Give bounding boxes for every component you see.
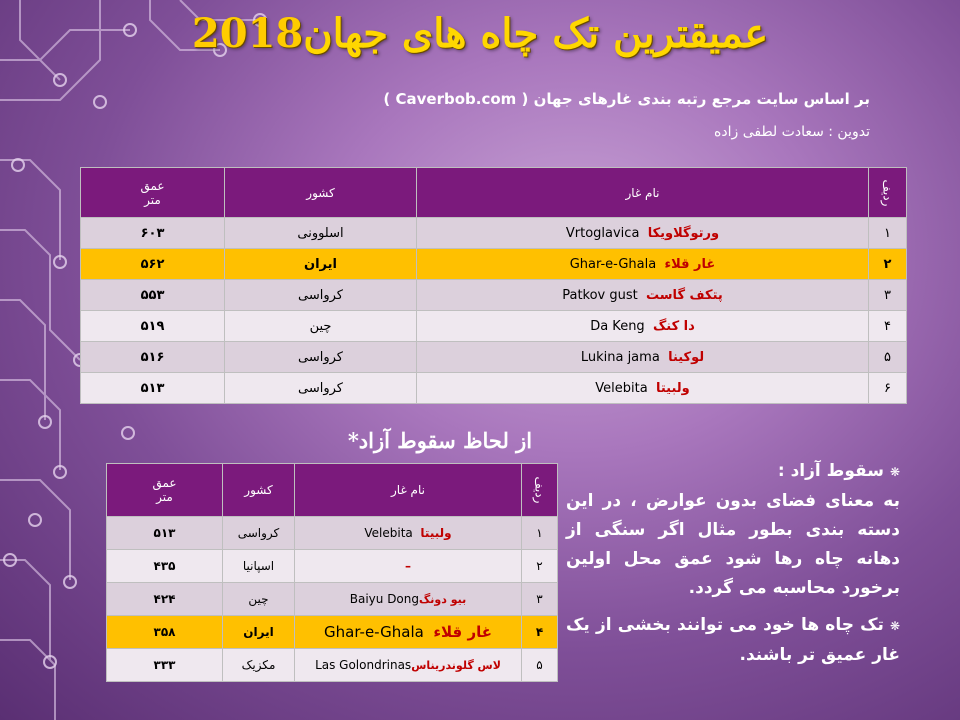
name-cell: ورتوگلاویکا Vrtoglavica [417, 218, 869, 249]
depth-cell: ۴۳۵ [107, 550, 223, 583]
freefall-section-title: از لحاظ سقوط آزاد* [347, 428, 533, 453]
depth-cell: ۵۱۳ [107, 517, 223, 550]
depth-cell: ۳۵۸ [107, 616, 223, 649]
header-rank: ردیف [869, 168, 907, 218]
name-cell: غار قلاء Ghar-e-Ghala [295, 616, 522, 649]
note-heading: سقوط آزاد : [777, 461, 884, 481]
depth-cell: ۵۵۳ [81, 280, 225, 311]
depth-cell: ۵۱۹ [81, 311, 225, 342]
name-cell: غار قلاء Ghar-e-Ghala [417, 249, 869, 280]
rank-cell: ۳ [522, 583, 558, 616]
rank-cell: ۱ [522, 517, 558, 550]
table-row [81, 218, 907, 249]
name-cell: دا کنگ Da Keng [417, 311, 869, 342]
table-row [81, 311, 907, 342]
country-cell: کرواسی [225, 373, 417, 404]
star-icon: ❋ [889, 619, 900, 633]
freefall-table [106, 463, 558, 682]
table-row-highlighted [107, 616, 558, 649]
depth-cell: ۵۱۶ [81, 342, 225, 373]
table-row [81, 342, 907, 373]
table-row-highlighted [81, 249, 907, 280]
name-cell: لاس گلوندریناسLas Golondrinas [295, 649, 522, 682]
name-cell: بیو دونگBaiyu Dong [295, 583, 522, 616]
country-cell: ایران [223, 616, 295, 649]
depth-cell: ۳۳۳ [107, 649, 223, 682]
country-cell: چین [223, 583, 295, 616]
rank-cell: ۶ [869, 373, 907, 404]
table-row [107, 550, 558, 583]
country-cell: اسپانیا [223, 550, 295, 583]
header-name: نام غار [417, 168, 869, 218]
depth-cell: ۴۲۴ [107, 583, 223, 616]
header-depth: عمق متر [81, 168, 225, 218]
note-second-text: تک چاه ها خود می توانند بخشی از یک غار عمیق تر باشند. [566, 615, 900, 665]
name-cell: ولبیتا Velebita [295, 517, 522, 550]
rank-cell: ۴ [869, 311, 907, 342]
header-country: کشور [223, 464, 295, 517]
rank-cell: ۳ [869, 280, 907, 311]
freefall-note [566, 457, 900, 678]
rank-cell: ۲ [522, 550, 558, 583]
depth-cell: ۵۱۳ [81, 373, 225, 404]
table-row [107, 583, 558, 616]
header-depth: عمق متر [107, 464, 223, 517]
depth-cell: ۵۶۲ [81, 249, 225, 280]
name-cell: لوکینا Lukina jama [417, 342, 869, 373]
author-credit: تدوین : سعادت لطفی زاده [714, 124, 870, 140]
rank-cell: ۵ [869, 342, 907, 373]
title-text: عمیقترین تک چاه های جهان [303, 10, 769, 57]
note-definition [566, 457, 900, 603]
title-year: 2018 [191, 10, 304, 57]
rank-cell: ۴ [522, 616, 558, 649]
header-rank: ردیف [522, 464, 558, 517]
country-cell: کرواسی [225, 342, 417, 373]
name-cell: ولبیتا Velebita [417, 373, 869, 404]
depth-cell: ۶۰۳ [81, 218, 225, 249]
country-cell: کرواسی [225, 280, 417, 311]
rank-cell: ۱ [869, 218, 907, 249]
country-cell: چین [225, 311, 417, 342]
rank-cell: ۵ [522, 649, 558, 682]
table-row [81, 373, 907, 404]
table-row [107, 517, 558, 550]
table-row [81, 280, 907, 311]
table-row [107, 649, 558, 682]
star-icon: ❋ [889, 465, 900, 479]
page-title [0, 10, 960, 57]
note-body: به معنای فضای بدون عوارض ، در این دسته بندی بطور مثال اگر سنگی از دهانه چاه رها شود عمق محل اولین برخورد محاسبه می گردد. [566, 491, 900, 598]
note-second [566, 611, 900, 670]
rank-cell: ۲ [869, 249, 907, 280]
country-cell: کرواسی [223, 517, 295, 550]
subtitle: بر اساس سایت مرجع رتبه بندی غارهای جهان ( Caverbob.com ) [383, 90, 870, 108]
header-name: نام غار [295, 464, 522, 517]
name-cell: – [295, 550, 522, 583]
country-cell: اسلوونی [225, 218, 417, 249]
country-cell: ایران [225, 249, 417, 280]
name-cell: پتکف گاست Patkov gust [417, 280, 869, 311]
header-country: کشور [225, 168, 417, 218]
country-cell: مکزیک [223, 649, 295, 682]
deepest-shafts-table [80, 167, 907, 404]
